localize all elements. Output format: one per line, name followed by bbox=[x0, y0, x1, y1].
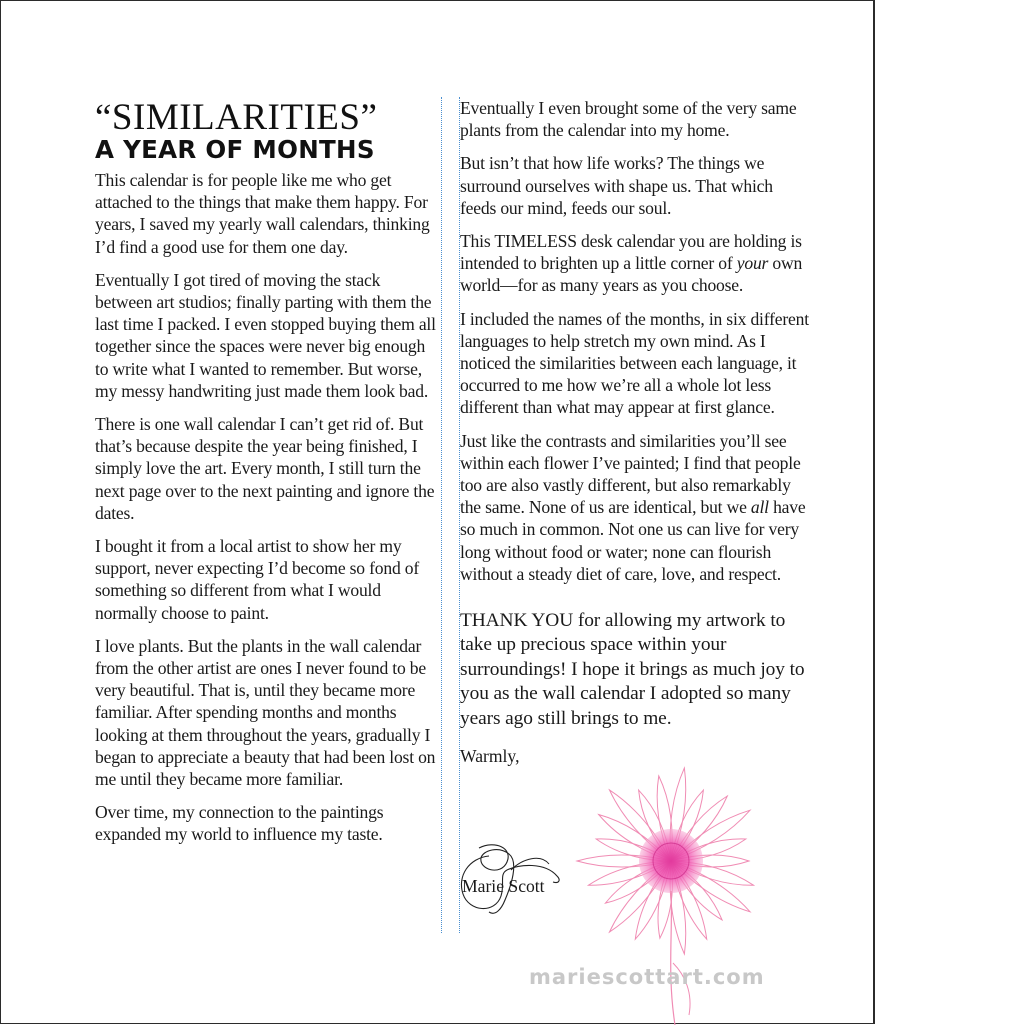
emphasis-all: all bbox=[750, 497, 769, 518]
page-title: “SIMILARITIES” bbox=[95, 97, 378, 138]
website-url: mariescottart.com bbox=[529, 965, 765, 989]
closing-salutation: Warmly, bbox=[460, 746, 520, 767]
paragraph: Over time, my connection to the paintings expanded my world to influence my taste. bbox=[95, 802, 384, 845]
paragraph: There is one wall calendar I can’t get rid of. But that’s because despite the year being finished, I simply love the art. Every month, I still turn the next page over to the next painting and ignore the dates. bbox=[95, 414, 435, 523]
paragraph: I bought it from a local artist to show her my support, never expecting I’d become so fond of something so different from what I would normally choose to paint. bbox=[95, 536, 419, 623]
emphasis-your: your bbox=[736, 253, 769, 274]
paragraph-timeless bbox=[460, 230, 812, 297]
paragraph: This calendar is for people like me who get attached to the things that make them happy. For years, I saved my yearly wall calendars, thinking I’d find a good use for them one day. bbox=[95, 170, 430, 257]
text-span: This TIMELESS desk calendar you are holding is intended to brighten up a little corner of bbox=[460, 231, 802, 274]
paragraph: I included the names of the months, in six different languages to help stretch my own mind. As I noticed the similarities between each language, it occurred to me how we’re all a whole lot less different than what may appear at first glance. bbox=[460, 308, 809, 418]
paragraph: I love plants. But the plants in the wall calendar from the other artist are ones I never found to be very beautiful. That is, until they became more familiar. After spending months and months looking at them throughout the years, gradually I began to appreciate a beauty that had been lost on me until they became more familiar. bbox=[95, 635, 436, 790]
paragraph: But isn’t that how life works? The things we surround ourselves with shape us. That which feeds our mind, feeds our soul. bbox=[460, 153, 773, 218]
right-column bbox=[460, 97, 812, 767]
paragraph: Eventually I got tired of moving the stack between art studios; finally parting with them the last time I packed. I even stopped buying them all together since the spaces were never big enough to write what I wanted to remember. But worse, my messy handwriting just made them look bad. bbox=[95, 269, 436, 401]
left-column bbox=[95, 99, 441, 857]
text-span: own world—for as many years as you choose. bbox=[460, 253, 803, 296]
page-subtitle: A YEAR OF MONTHS bbox=[95, 135, 375, 164]
signature-name: Marie Scott bbox=[462, 876, 545, 896]
paragraph: Eventually I even brought some of the very same plants from the calendar into my home. bbox=[460, 98, 797, 141]
paragraph-contrasts bbox=[460, 430, 812, 585]
column-divider bbox=[441, 97, 442, 933]
thank-you-note: THANK YOU for allowing my artwork to take up precious space within your surroundings! I hope it brings as much joy to you as the wall calendar I adopted so many years ago still brings to me. bbox=[460, 610, 805, 729]
text-span: Just like the contrasts and similarities you’ll see within each flower I’ve painted; I find that people too are also vastly different, but also remarkably the same. None of us are identical, but we bbox=[460, 430, 801, 518]
text-span: have so much in common. Not one us can live for very long without food or water; none can flourish without a steady diet of care, love, and respect. bbox=[460, 497, 806, 584]
